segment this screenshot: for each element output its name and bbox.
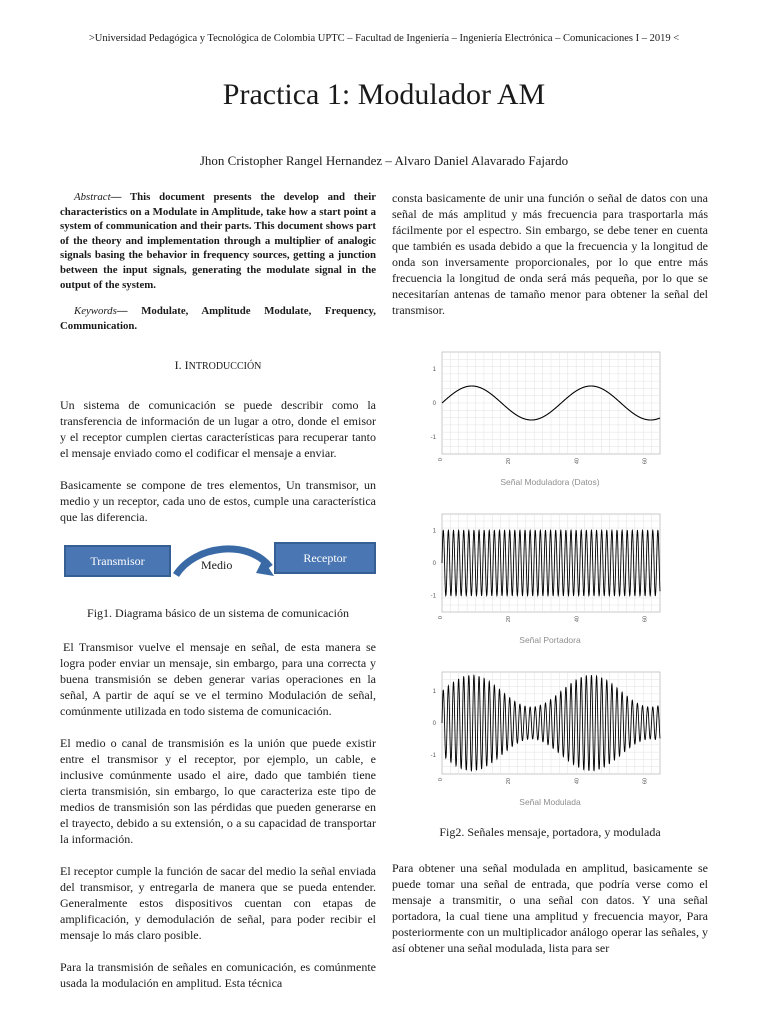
x-tick-label: 40 — [574, 616, 581, 623]
x-tick-label: 0 — [438, 778, 444, 782]
y-tick-label: 1 — [432, 689, 436, 696]
plot-modulating — [392, 342, 708, 490]
x-tick-label: 40 — [574, 778, 581, 785]
paragraph-transmitter: El Transmisor vuelve el mensaje en señal, de esta manera se logra poder enviar un mensaje, sin embargo, para una correcta y buena transmisión se deben generar varias operaciones en la señal, A partir de aquí se ve el termino Modulación de señal, comúnmente utilizada en todo sistema de comunicación. — [60, 640, 376, 719]
plot-modulated-svg — [392, 662, 708, 800]
x-tick-label: 40 — [574, 458, 581, 465]
y-tick-label: -1 — [430, 435, 436, 441]
x-tick-label: 20 — [506, 458, 513, 465]
running-header: >Universidad Pedagógica y Tecnológica de Colombia UPTC – Facultad de Ingeniería – Ingeniería Electrónica – Comunicaciones I – 2019 < — [88, 33, 680, 44]
plot-modulating-label: Señal Moduladora (Datos) — [500, 477, 600, 487]
plot-carrier — [392, 504, 708, 648]
y-tick-label: 0 — [432, 721, 436, 727]
paragraph-continued: consta basicamente de unir una función o señal de datos con una señal de más amplitud y más frecuencia para trasportarla más fácilmente por el espectro. Sin embargo, se debe tener en cuenta que también es usada debido a que la frecuencia y la longitud de onda son inversamente proporcionales, por lo que entre más frecuencia la longitud de onda será más pequeña, por lo que se necesitarían antenas de tamaño menor para obtener la señal del transmisor. — [392, 191, 708, 317]
x-tick-label: 20 — [506, 616, 513, 623]
section-heading-introduction — [60, 357, 376, 375]
x-tick-label: 60 — [642, 616, 649, 623]
medium-label: Medio — [201, 558, 233, 573]
transmitter-box: Transmisor — [64, 545, 171, 577]
keywords-label: Keywords — [74, 305, 117, 318]
y-tick-label: 1 — [432, 528, 436, 535]
x-tick-label: 60 — [642, 458, 649, 465]
keywords-dash: — — [116, 305, 128, 318]
section-title-rest: NTRODUCCIÓN — [188, 361, 262, 373]
paragraph-intro-2: Basicamente se compone de tres elementos, Un transmisor, un medio y un receptor, cada uno de estos, cumple una característica que las diferencia. — [60, 478, 376, 525]
paragraph-medium: El medio o canal de transmisión es la unión que puede existir entre el transmisor y el receptor, por ejemplo, un cable, e inclusive comúnmente usado el aire, dado que también tiene cierta transmisión, sin embargo, lo que caracteriza este tipo de medios de transmisión son las pérdidas que pueden generarse en el trayecto, debido a su extensión, o a su capacidad de transportar la información. — [60, 736, 376, 847]
figure-2-caption: Fig2. Señales mensaje, portadora, y modulada — [439, 825, 661, 839]
keywords-text: Modulate, Amplitude Modulate, Frequency, Communication. — [60, 305, 376, 332]
x-tick-label: 60 — [642, 778, 649, 785]
x-tick-label: 20 — [506, 778, 513, 785]
figure-1-caption: Fig1. Diagrama básico de un sistema de comunicación — [87, 606, 349, 621]
section-initial: I — [184, 358, 189, 373]
abstract-text: This document presents the develop and their characteristics on a Modulate in Amplitude, take how a start point a system of communication and their parts. This document shows part of the theory and implementation through a multiplier of analogic signals basing the behavior in frequency sources, getting a junction between the input signals, generating the modulate signal in the output of the system. — [60, 191, 376, 291]
abstract-dash: — — [110, 191, 122, 203]
paragraph-am-process: Para obtener una señal modulada en amplitud, basicamente se puede tomar una señal de entrada, que podría verse como el mensaje a transmitir, o una señal con datos. Y una señal portadora, la cual tiene una amplitud y frecuencia mayor, Para posteriormente con un multiplicador análogo operar las señales, y así obtener una señal modulada, lista para ser — [392, 861, 708, 955]
y-tick-label: 0 — [432, 561, 436, 567]
abstract — [60, 190, 376, 292]
y-tick-label: 0 — [432, 401, 436, 407]
x-tick-label: 0 — [438, 616, 444, 620]
keywords — [60, 304, 376, 333]
abstract-label: Abstract — [74, 191, 111, 203]
plot-modulating-svg — [392, 342, 708, 480]
receiver-box: Receptor — [274, 542, 376, 574]
left-column — [60, 190, 376, 1007]
y-tick-label: 1 — [432, 367, 436, 373]
paragraph-intro-1: Un sistema de comunicación se puede describir como la transferencia de información de un lugar a otro, donde el emisor y el receptor cumplen ciertas características para recuperar tanto el mensaje enviado como el codificar el mensaje a enviar. — [60, 398, 376, 461]
y-tick-label: -1 — [430, 593, 436, 600]
communication-diagram — [60, 541, 376, 591]
plot-modulated-label: Señal Modulada — [519, 797, 581, 807]
authors: Jhon Cristopher Rangel Hernandez – Alvaro Daniel Alavarado Fajardo — [199, 153, 569, 168]
paragraph-modulation: Para la transmisión de señales en comunicación, es comúnmente usada la modulación en amplitud. Esta técnica — [60, 960, 376, 991]
paper-title: Practica 1: Modulador AM — [222, 78, 546, 111]
paragraph-receiver: El receptor cumple la función de sacar del medio la señal enviada del transmisor, y entregarla de manera que se pueda entender. Generalmente estos dispositivos cuentan con etapas de amplificación, y demodulación de señal, para poder recibir el mensaje lo más claro posible. — [60, 864, 376, 943]
x-tick-label: 0 — [438, 458, 444, 462]
plot-modulated — [392, 662, 708, 810]
plot-carrier-svg — [392, 504, 708, 638]
y-tick-label: -1 — [430, 752, 436, 759]
right-column — [392, 190, 708, 972]
section-number: I. — [174, 358, 182, 373]
plot-carrier-label: Señal Portadora — [519, 635, 581, 645]
